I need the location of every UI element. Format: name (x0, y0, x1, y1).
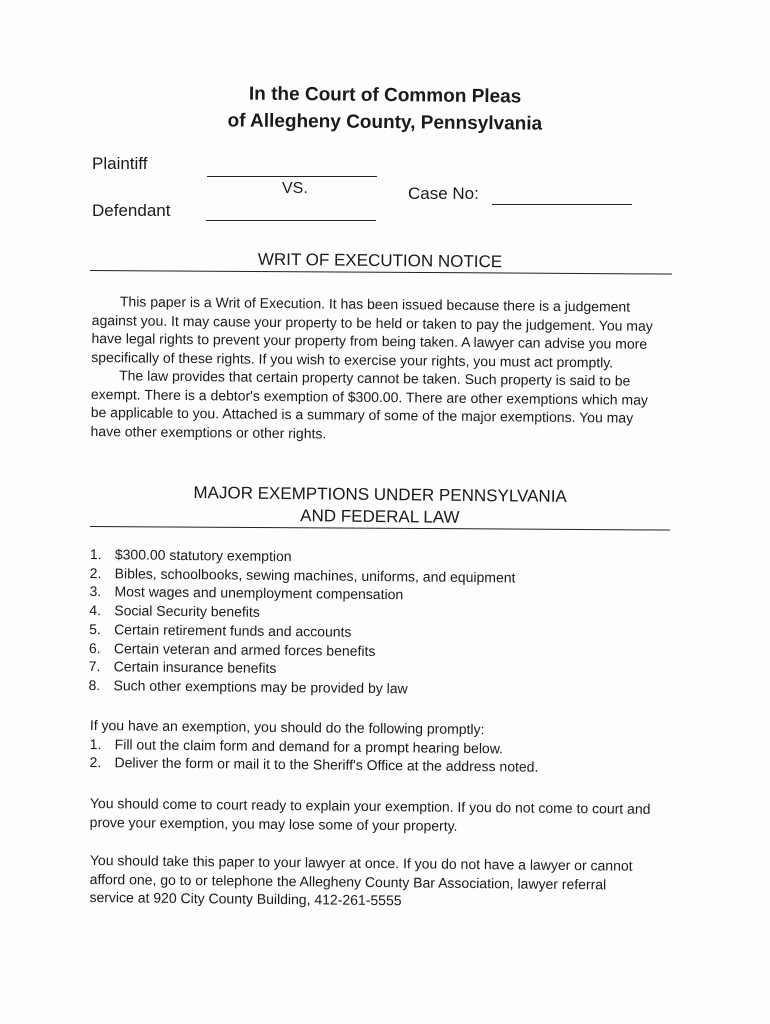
vs-label: VS. (282, 180, 308, 197)
exemptions-heading (90, 481, 670, 531)
exemption-instructions (89, 716, 670, 778)
court-title-line2: of Allegheny County, Pennsylvania (227, 110, 543, 135)
list-item: 7. Certain insurance benefits (88, 658, 277, 677)
case-number-label: Case No: (408, 184, 479, 203)
exemptions-heading-line2: AND FEDERAL LAW (300, 506, 460, 527)
instruction-step: 1. Fill out the claim form and demand for a prompt hearing below. (89, 735, 504, 756)
court-title (0, 78, 770, 140)
instruction-step: 2. Deliver the form or mail it to the Sheriff's Office at the address noted. (89, 753, 539, 775)
plaintiff-label: Plaintiff (92, 154, 148, 173)
defendant-blank-line (206, 220, 376, 221)
court-appearance-paragraph: You should come to court ready to explain your exemption. If you do not come to court and prove your exemption, you may lose some of your property. (89, 794, 651, 834)
notice-paragraph-1: This paper is a Writ of Execution. It has been issued because there is a judgement against you. It may cause your property to be held or taken to pay the judgement. You may have legal rights to prevent your property from being taken. A lawyer can advise you more specifically of these rights. If you wish to exercise your rights, you must act promptly. (91, 293, 653, 370)
writ-notice-heading: WRIT OF EXECUTION NOTICE (257, 249, 503, 272)
instructions-intro: If you have an exemption, you should do the following promptly: (89, 716, 485, 738)
court-title-line1: In the Court of Common Pleas (248, 83, 522, 108)
list-item: 1. $300.00 statutory exemption (89, 545, 292, 565)
notice-body (90, 292, 664, 446)
plaintiff-blank-line (207, 176, 377, 177)
list-item: 2. Bibles, schoolbooks, sewing machines, uniforms, and equipment (89, 564, 516, 586)
list-item: 3. Most wages and unemployment compensation (89, 583, 404, 603)
list-item: 6. Certain veteran and armed forces benefits (88, 639, 376, 659)
list-item: 8. Such other exemptions may be provided by law (88, 676, 408, 697)
exemptions-heading-line1: MAJOR EXEMPTIONS UNDER PENNSYLVANIA (193, 483, 567, 506)
list-item: 4. Social Security benefits (89, 602, 260, 620)
list-item: 5. Certain retirement funds and accounts (89, 620, 352, 640)
lawyer-referral-paragraph: You should take this paper to your lawyer at once. If you do not have a lawyer or cannot afford one, go to or telephone the Allegheny County Bar Association, lawyer referral service at 920 City County Building, 412-261-5555 (89, 851, 633, 909)
defendant-label: Defendant (92, 201, 171, 220)
case-number-blank-line (492, 204, 632, 205)
exemptions-list (88, 545, 690, 701)
notice-paragraph-2: The law provides that certain property cannot be taken. Such property is said to be exempt. There is a debtor's exemption of $300.00. There are other exemptions which may be applicable to you. Attached is a summary of some of the major exemptions. You may have other exemptions or other rights. (90, 367, 649, 441)
